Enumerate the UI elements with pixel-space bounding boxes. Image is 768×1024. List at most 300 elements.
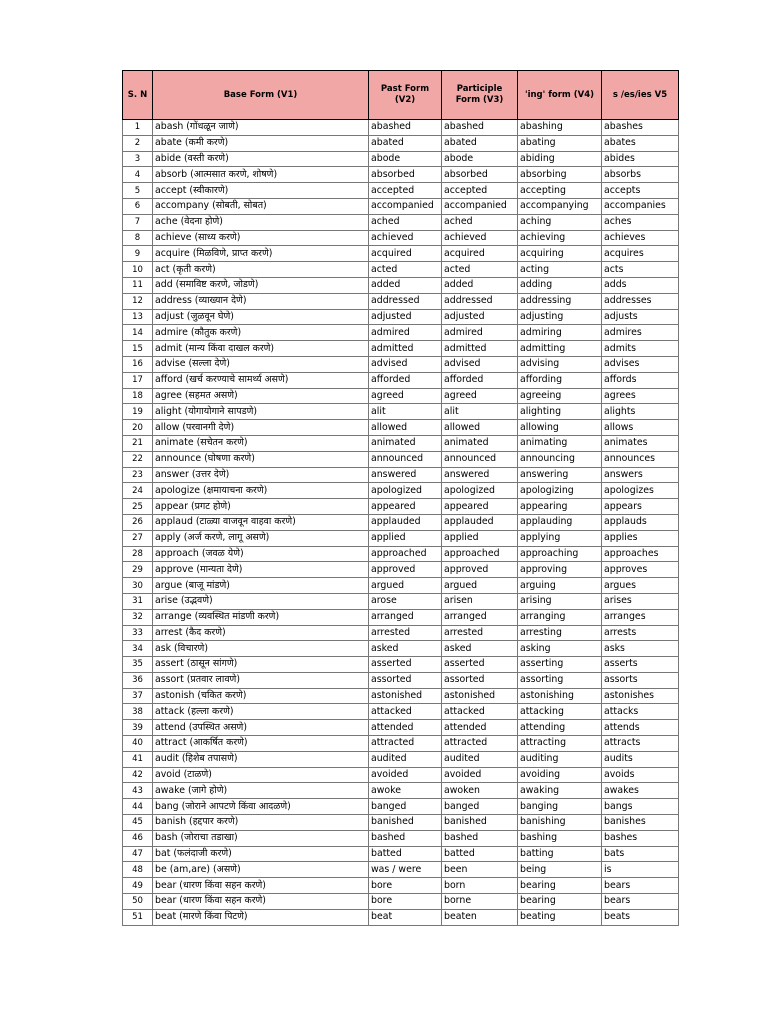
- cell-s-form: admits: [602, 341, 679, 357]
- cell-base-form: allow (परवानगी देणे): [153, 420, 369, 436]
- table-row: [123, 830, 679, 846]
- cell-sn: 19: [123, 404, 153, 420]
- cell-base-form: arrange (व्यवस्थित मांडणी करणे): [153, 609, 369, 625]
- cell-past-form: allowed: [369, 420, 442, 436]
- cell-ing-form: assorting: [518, 672, 602, 688]
- cell-s-form: asks: [602, 641, 679, 657]
- cell-sn: 17: [123, 372, 153, 388]
- table-row: [123, 120, 679, 136]
- cell-sn: 15: [123, 341, 153, 357]
- cell-participle-form: approached: [442, 546, 518, 562]
- cell-participle-form: appeared: [442, 499, 518, 515]
- table-row: [123, 704, 679, 720]
- cell-s-form: approves: [602, 562, 679, 578]
- cell-base-form: bear (धारण किंवा सहन करणे): [153, 894, 369, 910]
- cell-sn: 10: [123, 262, 153, 278]
- cell-past-form: announced: [369, 451, 442, 467]
- cell-ing-form: arguing: [518, 578, 602, 594]
- cell-past-form: animated: [369, 435, 442, 451]
- cell-s-form: absorbs: [602, 167, 679, 183]
- cell-s-form: announces: [602, 451, 679, 467]
- cell-participle-form: banged: [442, 799, 518, 815]
- cell-base-form: adjust (जुळवून घेणे): [153, 309, 369, 325]
- table-row: [123, 862, 679, 878]
- cell-ing-form: attacking: [518, 704, 602, 720]
- header-s-form: s /es/ies V5: [602, 71, 679, 120]
- cell-participle-form: abode: [442, 151, 518, 167]
- cell-past-form: asserted: [369, 657, 442, 673]
- cell-s-form: alights: [602, 404, 679, 420]
- cell-base-form: address (व्याख्यान देणे): [153, 293, 369, 309]
- table-row: [123, 309, 679, 325]
- cell-base-form: agree (सहमत असणे): [153, 388, 369, 404]
- cell-participle-form: agreed: [442, 388, 518, 404]
- cell-base-form: bang (जोराने आपटणे किंवा आदळणे): [153, 799, 369, 815]
- cell-s-form: attends: [602, 720, 679, 736]
- table-row: [123, 688, 679, 704]
- cell-base-form: attend (उपस्थित असणे): [153, 720, 369, 736]
- cell-sn: 41: [123, 751, 153, 767]
- cell-base-form: approve (मान्यता देणे): [153, 562, 369, 578]
- cell-base-form: abide (वस्ती करणे): [153, 151, 369, 167]
- cell-s-form: arises: [602, 593, 679, 609]
- cell-ing-form: admitting: [518, 341, 602, 357]
- cell-s-form: asserts: [602, 657, 679, 673]
- table-row: [123, 751, 679, 767]
- cell-past-form: was / were: [369, 862, 442, 878]
- table-row: [123, 483, 679, 499]
- cell-base-form: attract (आकर्षित करणे): [153, 736, 369, 752]
- cell-ing-form: beating: [518, 909, 602, 925]
- cell-base-form: advise (सल्ला देणे): [153, 356, 369, 372]
- cell-past-form: alit: [369, 404, 442, 420]
- table-row: [123, 183, 679, 199]
- cell-ing-form: bearing: [518, 894, 602, 910]
- cell-base-form: appear (प्रगट होणे): [153, 499, 369, 515]
- table-row: [123, 214, 679, 230]
- cell-participle-form: assorted: [442, 672, 518, 688]
- cell-past-form: assorted: [369, 672, 442, 688]
- table-row: [123, 435, 679, 451]
- cell-ing-form: animating: [518, 435, 602, 451]
- header-base-form: Base Form (V1): [153, 71, 369, 120]
- cell-s-form: banishes: [602, 815, 679, 831]
- cell-ing-form: batting: [518, 846, 602, 862]
- cell-sn: 32: [123, 609, 153, 625]
- cell-participle-form: ached: [442, 214, 518, 230]
- cell-sn: 4: [123, 167, 153, 183]
- cell-participle-form: absorbed: [442, 167, 518, 183]
- cell-ing-form: bashing: [518, 830, 602, 846]
- cell-past-form: attracted: [369, 736, 442, 752]
- table-row: [123, 230, 679, 246]
- cell-past-form: advised: [369, 356, 442, 372]
- cell-s-form: acts: [602, 262, 679, 278]
- cell-sn: 22: [123, 451, 153, 467]
- cell-s-form: admires: [602, 325, 679, 341]
- cell-sn: 18: [123, 388, 153, 404]
- cell-base-form: approach (जवळ येणे): [153, 546, 369, 562]
- cell-past-form: arose: [369, 593, 442, 609]
- cell-sn: 16: [123, 356, 153, 372]
- cell-s-form: bangs: [602, 799, 679, 815]
- cell-s-form: attracts: [602, 736, 679, 752]
- cell-sn: 48: [123, 862, 153, 878]
- cell-participle-form: arrested: [442, 625, 518, 641]
- cell-past-form: accompanied: [369, 198, 442, 214]
- cell-past-form: ached: [369, 214, 442, 230]
- cell-s-form: advises: [602, 356, 679, 372]
- cell-past-form: attended: [369, 720, 442, 736]
- cell-participle-form: answered: [442, 467, 518, 483]
- cell-sn: 28: [123, 546, 153, 562]
- table-row: [123, 799, 679, 815]
- cell-base-form: acquire (मिळविणे, प्राप्त करणे): [153, 246, 369, 262]
- cell-base-form: arrest (कैद करणे): [153, 625, 369, 641]
- header-past-form: Past Form (V2): [369, 71, 442, 120]
- cell-past-form: appeared: [369, 499, 442, 515]
- cell-participle-form: addressed: [442, 293, 518, 309]
- cell-ing-form: abating: [518, 135, 602, 151]
- table-row: [123, 609, 679, 625]
- cell-base-form: absorb (आत्मसात करणे, शोषणे): [153, 167, 369, 183]
- cell-participle-form: applauded: [442, 514, 518, 530]
- cell-participle-form: abated: [442, 135, 518, 151]
- table-row: [123, 277, 679, 293]
- cell-s-form: applies: [602, 530, 679, 546]
- cell-participle-form: beaten: [442, 909, 518, 925]
- table-row: [123, 420, 679, 436]
- cell-sn: 30: [123, 578, 153, 594]
- cell-past-form: adjusted: [369, 309, 442, 325]
- cell-s-form: accepts: [602, 183, 679, 199]
- header-row: [123, 71, 679, 120]
- cell-past-form: abode: [369, 151, 442, 167]
- cell-sn: 9: [123, 246, 153, 262]
- cell-participle-form: animated: [442, 435, 518, 451]
- cell-participle-form: arisen: [442, 593, 518, 609]
- cell-participle-form: asked: [442, 641, 518, 657]
- cell-sn: 21: [123, 435, 153, 451]
- cell-sn: 24: [123, 483, 153, 499]
- table-row: [123, 293, 679, 309]
- cell-ing-form: agreeing: [518, 388, 602, 404]
- cell-base-form: applaud (टाळ्या वाजवून वाहवा करणे): [153, 514, 369, 530]
- cell-sn: 50: [123, 894, 153, 910]
- cell-base-form: audit (हिशेब तपासणे): [153, 751, 369, 767]
- cell-s-form: beats: [602, 909, 679, 925]
- cell-participle-form: asserted: [442, 657, 518, 673]
- table-row: [123, 593, 679, 609]
- cell-ing-form: attending: [518, 720, 602, 736]
- cell-base-form: assert (ठासून सांगणे): [153, 657, 369, 673]
- cell-base-form: bear (धारण किंवा सहन करणे): [153, 878, 369, 894]
- cell-participle-form: achieved: [442, 230, 518, 246]
- cell-past-form: bore: [369, 894, 442, 910]
- cell-base-form: avoid (टाळणे): [153, 767, 369, 783]
- cell-past-form: bore: [369, 878, 442, 894]
- cell-base-form: answer (उत्तर देणे): [153, 467, 369, 483]
- cell-participle-form: announced: [442, 451, 518, 467]
- cell-sn: 39: [123, 720, 153, 736]
- cell-participle-form: argued: [442, 578, 518, 594]
- cell-past-form: banished: [369, 815, 442, 831]
- cell-participle-form: applied: [442, 530, 518, 546]
- cell-ing-form: being: [518, 862, 602, 878]
- table-row: [123, 246, 679, 262]
- cell-past-form: addressed: [369, 293, 442, 309]
- cell-s-form: arrests: [602, 625, 679, 641]
- cell-ing-form: affording: [518, 372, 602, 388]
- cell-ing-form: arranging: [518, 609, 602, 625]
- cell-s-form: awakes: [602, 783, 679, 799]
- table-row: [123, 767, 679, 783]
- cell-sn: 42: [123, 767, 153, 783]
- cell-past-form: achieved: [369, 230, 442, 246]
- cell-participle-form: been: [442, 862, 518, 878]
- cell-s-form: bears: [602, 878, 679, 894]
- cell-participle-form: arranged: [442, 609, 518, 625]
- table-row: [123, 404, 679, 420]
- cell-sn: 6: [123, 198, 153, 214]
- cell-base-form: awake (जागे होणे): [153, 783, 369, 799]
- table-row: [123, 657, 679, 673]
- cell-base-form: apply (अर्ज करणे, लागू असणे): [153, 530, 369, 546]
- cell-ing-form: abiding: [518, 151, 602, 167]
- cell-sn: 2: [123, 135, 153, 151]
- cell-base-form: attack (हल्ला करणे): [153, 704, 369, 720]
- cell-s-form: appears: [602, 499, 679, 515]
- cell-sn: 5: [123, 183, 153, 199]
- cell-past-form: argued: [369, 578, 442, 594]
- cell-sn: 7: [123, 214, 153, 230]
- cell-sn: 1: [123, 120, 153, 136]
- cell-ing-form: answering: [518, 467, 602, 483]
- cell-s-form: attacks: [602, 704, 679, 720]
- cell-sn: 27: [123, 530, 153, 546]
- cell-past-form: batted: [369, 846, 442, 862]
- cell-ing-form: alighting: [518, 404, 602, 420]
- cell-base-form: beat (मारणे किंवा पिटणे): [153, 909, 369, 925]
- cell-ing-form: applying: [518, 530, 602, 546]
- cell-s-form: adds: [602, 277, 679, 293]
- cell-s-form: bashes: [602, 830, 679, 846]
- table-row: [123, 514, 679, 530]
- cell-sn: 12: [123, 293, 153, 309]
- cell-participle-form: acquired: [442, 246, 518, 262]
- cell-participle-form: accompanied: [442, 198, 518, 214]
- cell-sn: 45: [123, 815, 153, 831]
- cell-participle-form: accepted: [442, 183, 518, 199]
- cell-ing-form: astonishing: [518, 688, 602, 704]
- cell-sn: 29: [123, 562, 153, 578]
- cell-participle-form: attracted: [442, 736, 518, 752]
- table-row: [123, 846, 679, 862]
- cell-participle-form: advised: [442, 356, 518, 372]
- cell-base-form: achieve (साध्य करणे): [153, 230, 369, 246]
- cell-past-form: banged: [369, 799, 442, 815]
- cell-ing-form: allowing: [518, 420, 602, 436]
- cell-s-form: apologizes: [602, 483, 679, 499]
- cell-sn: 51: [123, 909, 153, 925]
- cell-participle-form: afforded: [442, 372, 518, 388]
- cell-ing-form: accepting: [518, 183, 602, 199]
- cell-s-form: accompanies: [602, 198, 679, 214]
- cell-participle-form: abashed: [442, 120, 518, 136]
- table-row: [123, 151, 679, 167]
- cell-ing-form: attracting: [518, 736, 602, 752]
- cell-base-form: admire (कौतुक करणे): [153, 325, 369, 341]
- table-row: [123, 736, 679, 752]
- header-sn: S. N: [123, 71, 153, 120]
- cell-ing-form: adding: [518, 277, 602, 293]
- cell-ing-form: approving: [518, 562, 602, 578]
- table-row: [123, 878, 679, 894]
- cell-ing-form: announcing: [518, 451, 602, 467]
- cell-sn: 49: [123, 878, 153, 894]
- cell-sn: 35: [123, 657, 153, 673]
- cell-s-form: aches: [602, 214, 679, 230]
- cell-ing-form: abashing: [518, 120, 602, 136]
- cell-base-form: animate (सचेतन करणे): [153, 435, 369, 451]
- table-row: [123, 783, 679, 799]
- table-row: [123, 325, 679, 341]
- cell-past-form: arrested: [369, 625, 442, 641]
- cell-past-form: absorbed: [369, 167, 442, 183]
- cell-s-form: agrees: [602, 388, 679, 404]
- cell-past-form: avoided: [369, 767, 442, 783]
- cell-ing-form: arising: [518, 593, 602, 609]
- cell-s-form: achieves: [602, 230, 679, 246]
- verb-forms-table: [122, 70, 679, 926]
- cell-sn: 47: [123, 846, 153, 862]
- cell-base-form: banish (हद्दपार करणे): [153, 815, 369, 831]
- cell-ing-form: absorbing: [518, 167, 602, 183]
- cell-ing-form: approaching: [518, 546, 602, 562]
- table-row: [123, 135, 679, 151]
- cell-base-form: apologize (क्षमायाचना करणे): [153, 483, 369, 499]
- cell-sn: 8: [123, 230, 153, 246]
- cell-participle-form: audited: [442, 751, 518, 767]
- table-row: [123, 356, 679, 372]
- cell-s-form: abashes: [602, 120, 679, 136]
- cell-s-form: answers: [602, 467, 679, 483]
- cell-participle-form: banished: [442, 815, 518, 831]
- cell-past-form: answered: [369, 467, 442, 483]
- cell-base-form: ask (विचारणे): [153, 641, 369, 657]
- cell-participle-form: borne: [442, 894, 518, 910]
- cell-ing-form: awaking: [518, 783, 602, 799]
- table-row: [123, 562, 679, 578]
- cell-ing-form: bearing: [518, 878, 602, 894]
- table-row: [123, 499, 679, 515]
- cell-sn: 43: [123, 783, 153, 799]
- cell-participle-form: approved: [442, 562, 518, 578]
- table-row: [123, 530, 679, 546]
- cell-base-form: accompany (सोबती, सोबत): [153, 198, 369, 214]
- cell-past-form: admired: [369, 325, 442, 341]
- cell-base-form: admit (मान्य किंवा दाखल करणे): [153, 341, 369, 357]
- cell-sn: 44: [123, 799, 153, 815]
- cell-sn: 26: [123, 514, 153, 530]
- cell-past-form: abated: [369, 135, 442, 151]
- cell-ing-form: asserting: [518, 657, 602, 673]
- cell-sn: 23: [123, 467, 153, 483]
- cell-sn: 38: [123, 704, 153, 720]
- table-row: [123, 641, 679, 657]
- cell-past-form: applied: [369, 530, 442, 546]
- cell-base-form: bash (जोराचा तडाखा): [153, 830, 369, 846]
- cell-sn: 40: [123, 736, 153, 752]
- cell-sn: 13: [123, 309, 153, 325]
- cell-sn: 14: [123, 325, 153, 341]
- cell-ing-form: aching: [518, 214, 602, 230]
- cell-sn: 11: [123, 277, 153, 293]
- cell-past-form: approached: [369, 546, 442, 562]
- cell-participle-form: avoided: [442, 767, 518, 783]
- cell-s-form: bears: [602, 894, 679, 910]
- table-row: [123, 672, 679, 688]
- cell-ing-form: addressing: [518, 293, 602, 309]
- cell-past-form: attacked: [369, 704, 442, 720]
- cell-sn: 20: [123, 420, 153, 436]
- table-header: [123, 71, 679, 120]
- cell-ing-form: appearing: [518, 499, 602, 515]
- cell-past-form: applauded: [369, 514, 442, 530]
- cell-sn: 46: [123, 830, 153, 846]
- cell-base-form: add (समाविष्ट करणे, जोडणे): [153, 277, 369, 293]
- cell-participle-form: awoken: [442, 783, 518, 799]
- cell-ing-form: applauding: [518, 514, 602, 530]
- header-participle-form: Participle Form (V3): [442, 71, 518, 120]
- cell-past-form: audited: [369, 751, 442, 767]
- cell-s-form: is: [602, 862, 679, 878]
- cell-past-form: acquired: [369, 246, 442, 262]
- cell-s-form: allows: [602, 420, 679, 436]
- cell-ing-form: banging: [518, 799, 602, 815]
- cell-participle-form: adjusted: [442, 309, 518, 325]
- cell-sn: 37: [123, 688, 153, 704]
- cell-base-form: argue (बाजू मांडणे): [153, 578, 369, 594]
- cell-s-form: adjusts: [602, 309, 679, 325]
- cell-base-form: announce (घोषणा करणे): [153, 451, 369, 467]
- cell-past-form: acted: [369, 262, 442, 278]
- cell-base-form: bat (फलंदाजी करणे): [153, 846, 369, 862]
- cell-past-form: admitted: [369, 341, 442, 357]
- cell-base-form: alight (योगायोगाने सापडणे): [153, 404, 369, 420]
- cell-s-form: approaches: [602, 546, 679, 562]
- cell-s-form: audits: [602, 751, 679, 767]
- cell-participle-form: allowed: [442, 420, 518, 436]
- cell-ing-form: apologizing: [518, 483, 602, 499]
- table-row: [123, 198, 679, 214]
- cell-ing-form: asking: [518, 641, 602, 657]
- cell-base-form: act (कृती करणे): [153, 262, 369, 278]
- cell-s-form: abates: [602, 135, 679, 151]
- cell-base-form: abate (कमी करणे): [153, 135, 369, 151]
- cell-base-form: assort (प्रतवार लावणे): [153, 672, 369, 688]
- cell-s-form: assorts: [602, 672, 679, 688]
- header-ing-form: 'ing' form (V4): [518, 71, 602, 120]
- table-row: [123, 167, 679, 183]
- cell-base-form: be (am,are) (असणे): [153, 862, 369, 878]
- cell-participle-form: astonished: [442, 688, 518, 704]
- cell-past-form: bashed: [369, 830, 442, 846]
- cell-s-form: abides: [602, 151, 679, 167]
- cell-ing-form: accompanying: [518, 198, 602, 214]
- cell-ing-form: achieving: [518, 230, 602, 246]
- cell-past-form: afforded: [369, 372, 442, 388]
